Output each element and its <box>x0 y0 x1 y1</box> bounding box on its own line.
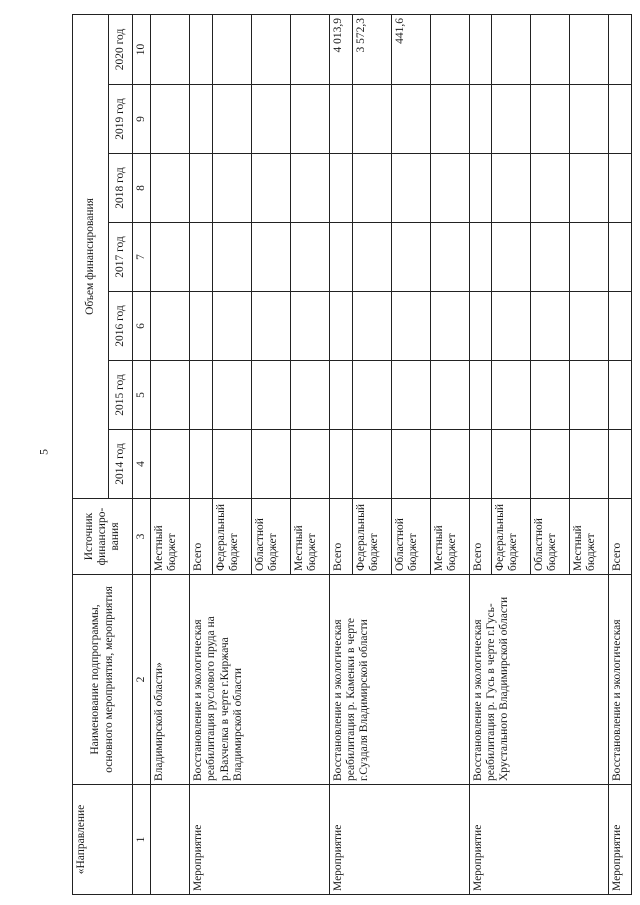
value-cell <box>469 154 492 223</box>
row-direction: Мероприятие <box>190 785 330 895</box>
value-cell <box>391 223 430 292</box>
row-direction <box>151 785 190 895</box>
value-cell <box>391 292 430 361</box>
value-cell <box>290 292 329 361</box>
value-cell <box>352 154 391 223</box>
value-cell <box>492 85 531 154</box>
column-number: 7 <box>133 223 151 292</box>
row-source: Федеральный бюджет <box>492 499 531 575</box>
value-cell <box>531 154 570 223</box>
value-cell <box>190 223 213 292</box>
value-2020: 441,6 <box>391 14 430 84</box>
value-cell <box>609 154 632 223</box>
value-cell <box>430 154 469 223</box>
row-source: Местный бюджет <box>570 499 609 575</box>
value-cell <box>290 361 329 430</box>
row-source: Местный бюджет <box>290 499 329 575</box>
value-2020: 4 013,9 <box>329 14 352 84</box>
value-cell <box>352 292 391 361</box>
value-cell <box>531 430 570 499</box>
row-name: Восстановление и экологическая реабилитация руслового пруда на р.Вахчелка в черте г.Киржача Владимирской области <box>190 575 330 785</box>
value-cell <box>212 154 251 223</box>
value-cell <box>492 361 531 430</box>
value-cell <box>251 223 290 292</box>
column-number: 4 <box>133 430 151 499</box>
row-name: Восстановление и экологическая <box>609 575 632 785</box>
value-cell <box>609 292 632 361</box>
value-cell <box>469 223 492 292</box>
value-cell <box>190 292 213 361</box>
row-source: Областной бюджет <box>531 499 570 575</box>
value-cell <box>212 361 251 430</box>
value-cell <box>290 85 329 154</box>
row-source: Федеральный бюджет <box>352 499 391 575</box>
value-cell <box>391 85 430 154</box>
value-cell <box>469 430 492 499</box>
value-cell <box>352 85 391 154</box>
value-cell <box>290 154 329 223</box>
row-source: Всего <box>190 499 213 575</box>
row-source: Местный бюджет <box>430 499 469 575</box>
value-cell <box>151 154 190 223</box>
row-direction: Мероприятие <box>469 785 609 895</box>
value-cell <box>609 430 632 499</box>
value-cell <box>329 292 352 361</box>
value-cell <box>492 223 531 292</box>
value-2020: 3 572,3 <box>352 14 391 84</box>
value-cell <box>352 361 391 430</box>
value-cell <box>609 223 632 292</box>
value-2020 <box>430 14 469 84</box>
header-year: 2018 год <box>109 154 133 223</box>
value-2020 <box>492 14 531 84</box>
value-cell <box>492 292 531 361</box>
value-cell <box>469 85 492 154</box>
value-cell <box>352 430 391 499</box>
value-cell <box>190 430 213 499</box>
value-cell <box>391 361 430 430</box>
column-number: 3 <box>133 499 151 575</box>
row-direction: Мероприятие <box>609 785 632 895</box>
value-cell <box>531 292 570 361</box>
column-number: 10 <box>133 14 151 84</box>
column-number: 9 <box>133 85 151 154</box>
value-cell <box>531 361 570 430</box>
column-number: 2 <box>133 575 151 785</box>
row-source: Областной бюджет <box>251 499 290 575</box>
row-source: Всего <box>609 499 632 575</box>
header-direction: «Направление <box>73 785 133 895</box>
value-cell <box>212 223 251 292</box>
value-cell <box>329 361 352 430</box>
column-number: 1 <box>133 785 151 895</box>
row-name: Восстановление и экологическая реабилитация р. Каменки в черте г.Суздаля Владимирской области <box>329 575 469 785</box>
value-cell <box>329 223 352 292</box>
table-row <box>329 14 352 894</box>
value-cell <box>609 361 632 430</box>
value-cell <box>329 154 352 223</box>
column-number: 5 <box>133 361 151 430</box>
value-cell <box>329 430 352 499</box>
table-row <box>151 14 190 894</box>
value-cell <box>151 430 190 499</box>
value-cell <box>190 85 213 154</box>
header-year: 2014 год <box>109 430 133 499</box>
row-source: Всего <box>329 499 352 575</box>
value-cell <box>151 223 190 292</box>
row-direction: Мероприятие <box>329 785 469 895</box>
row-name: Восстановление и экологическая реабилитация р. Гусь в черте г.Гусь-Хрустального Владимирской области <box>469 575 609 785</box>
value-cell <box>430 223 469 292</box>
header-year: 2020 год <box>109 14 133 84</box>
value-cell <box>251 361 290 430</box>
header-name: Наименование подпрограммы, основного мероприятия, мероприятия <box>73 575 133 785</box>
value-cell <box>570 223 609 292</box>
value-cell <box>492 430 531 499</box>
row-source: Федеральный бюджет <box>212 499 251 575</box>
value-cell <box>151 361 190 430</box>
column-number: 6 <box>133 292 151 361</box>
financing-table <box>72 14 632 895</box>
value-cell <box>570 430 609 499</box>
value-cell <box>609 85 632 154</box>
table-row <box>469 14 492 894</box>
value-cell <box>391 430 430 499</box>
row-source: Местный бюджет <box>151 499 190 575</box>
value-cell <box>290 430 329 499</box>
header-year: 2017 год <box>109 223 133 292</box>
value-cell <box>430 85 469 154</box>
row-source: Всего <box>469 499 492 575</box>
value-cell <box>251 85 290 154</box>
value-2020 <box>290 14 329 84</box>
header-year: 2019 год <box>109 85 133 154</box>
value-cell <box>151 85 190 154</box>
value-2020 <box>190 14 213 84</box>
page-number: 5 <box>36 449 51 455</box>
value-cell <box>531 85 570 154</box>
table-row <box>190 14 213 894</box>
value-cell <box>190 361 213 430</box>
value-cell <box>329 85 352 154</box>
value-cell <box>531 223 570 292</box>
value-cell <box>430 292 469 361</box>
value-cell <box>430 430 469 499</box>
header-year: 2015 год <box>109 361 133 430</box>
value-cell <box>251 292 290 361</box>
value-cell <box>469 292 492 361</box>
value-2020 <box>609 14 632 84</box>
header-source: Источник финансиро-вания <box>73 499 133 575</box>
header-volume: Объем финансирования <box>73 14 109 498</box>
value-cell <box>570 154 609 223</box>
value-cell <box>391 154 430 223</box>
value-cell <box>492 154 531 223</box>
value-2020 <box>469 14 492 84</box>
header-year: 2016 год <box>109 292 133 361</box>
row-name: Владимирской области» <box>151 575 190 785</box>
row-source: Областной бюджет <box>391 499 430 575</box>
value-cell <box>570 292 609 361</box>
value-cell <box>430 361 469 430</box>
column-number: 8 <box>133 154 151 223</box>
value-cell <box>352 223 391 292</box>
value-cell <box>212 430 251 499</box>
value-cell <box>469 361 492 430</box>
value-2020 <box>570 14 609 84</box>
table-row <box>609 14 632 894</box>
value-cell <box>251 154 290 223</box>
value-cell <box>290 223 329 292</box>
value-cell <box>212 85 251 154</box>
value-cell <box>212 292 251 361</box>
value-cell <box>151 292 190 361</box>
value-cell <box>570 361 609 430</box>
rotated-table-container <box>72 15 632 895</box>
value-cell <box>251 430 290 499</box>
value-cell <box>570 85 609 154</box>
value-2020 <box>251 14 290 84</box>
value-2020 <box>531 14 570 84</box>
value-cell <box>190 154 213 223</box>
value-2020 <box>212 14 251 84</box>
value-2020 <box>151 14 190 84</box>
